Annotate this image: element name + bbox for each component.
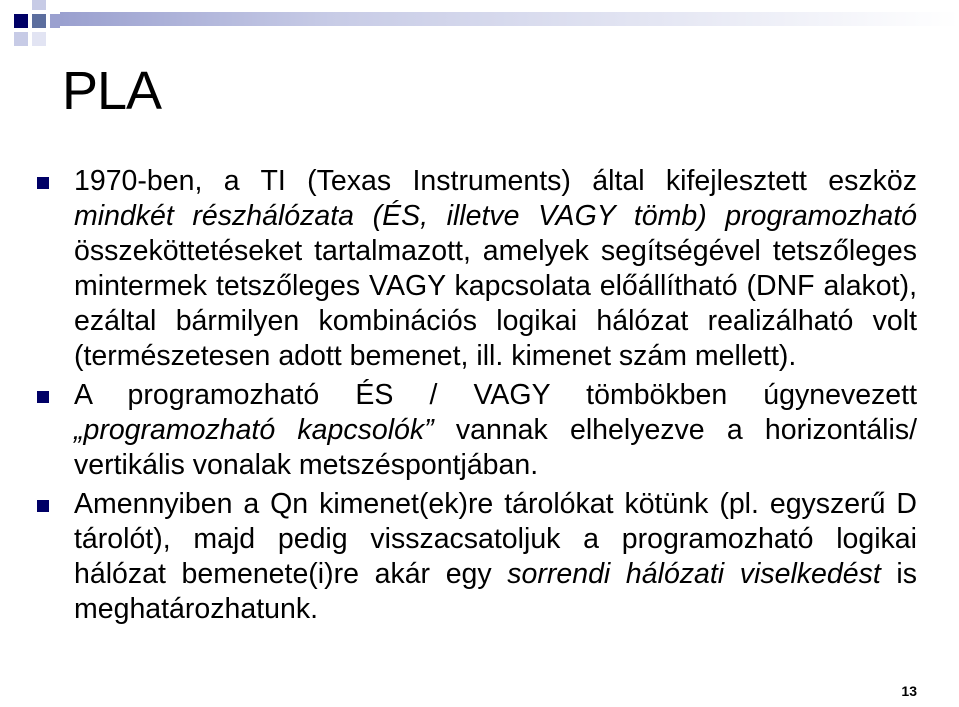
square-bullet-icon [37,391,49,403]
deco-square-lavender-left [14,32,28,46]
square-bullet-icon [37,500,49,512]
bullet-item [37,378,917,483]
square-bullet-icon [37,177,49,189]
bullet-3-text-b: sorrendi hálózati viselkedést [507,558,881,590]
bullet-2-text-c: vannak elhelyezve a horizontális/ vertikális vonalak metszéspontjában. [74,414,918,481]
bullet-item [37,487,917,627]
bullet-1-text-b: mindkét részhálózata (ÉS, illetve VAGY tömb) programozható [74,200,917,232]
bullet-2-text-b: „programozható kapcsolók” [74,414,434,446]
deco-square-steel [32,14,46,28]
bullet-item [37,164,917,374]
deco-square-navy [14,14,28,28]
slide-title: PLA [62,61,162,121]
page-number: 13 [901,683,917,699]
bullet-3-text-a: Amennyiben a Qn kimenet(ek)re tárolókat kötünk (pl. egyszerű D tárolót), majd pedig visszacsatoljuk a programozható logikai hálózat bemenete(i)re akár egy [74,488,917,590]
bullet-list [37,164,917,631]
bullet-1-text-c: összeköttetéseket tartalmazott, amelyek segítségével tetszőleges mintermek tetszőleges VAGY kapcsolata előállítható (DNF alakot), ezáltal bármilyen kombinációs logikai hálózat realizálható volt (természetesen adott bemenet, ill. kimenet szám mellett). [74,235,917,372]
header-gradient-bar [60,12,959,26]
bullet-1-text-a: 1970-ben, a TI (Texas Instruments) által kifejlesztett eszköz [74,165,917,197]
header-decoration [0,0,959,60]
bullet-2-text-a: A programozható ÉS / VAGY tömbökben úgynevezett [74,379,917,411]
bullet-3-text-c: is meghatározhatunk. [74,558,917,625]
deco-square-light [32,32,46,46]
deco-square-lavender-top [32,0,46,10]
deco-square-medium [50,14,60,28]
